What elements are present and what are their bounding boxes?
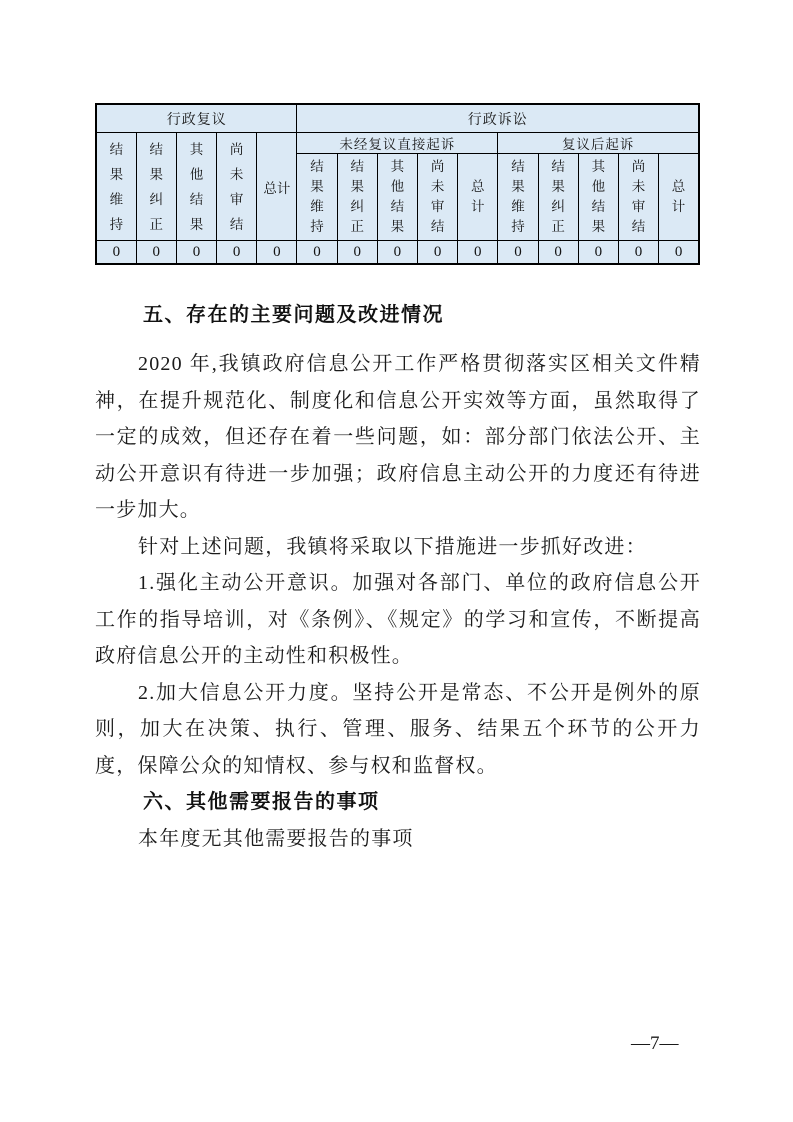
subheader-direct-suit: 未经复议直接起诉 <box>297 133 498 154</box>
col-review-other-result: 其他结果 <box>176 133 216 241</box>
value-cell: 0 <box>538 241 578 265</box>
paragraph: 2.加大信息公开力度。坚持公开是常态、不公开是例外的原则，加大在决策、执行、管理、服务、结果五个环节的公开力度，保障公众的知情权、参与权和监督权。 <box>95 681 701 777</box>
value-cell: 0 <box>458 241 498 265</box>
admin-review-litigation-table <box>95 103 700 265</box>
value-cell: 0 <box>136 241 176 265</box>
value-cell: 0 <box>337 241 377 265</box>
col-review-total: 总计 <box>257 133 297 241</box>
value-cell: 0 <box>377 241 417 265</box>
paragraph: 针对上述问题，我镇将采取以下措施进一步抓好改进： <box>138 535 647 558</box>
value-cell: 0 <box>659 241 699 265</box>
paragraph: 1.强化主动公开意识。加强对各部门、单位的政府信息公开工作的指导培训，对《条例》、《规定》的学习和宣传，不断提高政府信息公开的主动性和积极性。 <box>95 572 701 667</box>
value-cell: 0 <box>618 241 658 265</box>
document-body <box>95 300 701 857</box>
subheader-suit-after-review: 复议后起诉 <box>498 133 699 154</box>
col-review-pending: 尚未审结 <box>217 133 257 241</box>
col-after-result-upheld: 结果维持 <box>498 154 538 241</box>
table-values-row <box>96 241 699 265</box>
value-cell: 0 <box>498 241 538 265</box>
value-cell: 0 <box>418 241 458 265</box>
col-after-other-result: 其他结果 <box>578 154 618 241</box>
paragraph: 2020 年,我镇政府信息公开工作严格贯彻落实区相关文件精神，在提升规范化、制度化和信息公开实效等方面，虽然取得了一定的成效，但还存在着一些问题，如：部分部门依法公开、主动公开意识有待进一步加强；政府信息主动公开的力度还有待进一步加大。 <box>95 353 701 521</box>
col-direct-other-result: 其他结果 <box>377 154 417 241</box>
col-after-total: 总计 <box>659 154 699 241</box>
value-cell: 0 <box>257 241 297 265</box>
section-heading-problems-improvements: 五、存在的主要问题及改进情况 <box>143 304 444 326</box>
header-administrative-review: 行政复议 <box>96 104 297 133</box>
col-direct-total: 总计 <box>458 154 498 241</box>
col-direct-result-corrected: 结果纠正 <box>337 154 377 241</box>
col-after-pending: 尚未审结 <box>618 154 658 241</box>
value-cell: 0 <box>176 241 216 265</box>
paragraph: 本年度无其他需要报告的事项 <box>138 827 414 850</box>
col-direct-result-upheld: 结果维持 <box>297 154 337 241</box>
value-cell: 0 <box>96 241 136 265</box>
col-after-result-corrected: 结果纠正 <box>538 154 578 241</box>
section-heading-other-matters: 六、其他需要报告的事项 <box>143 791 380 813</box>
statistics-table-wrapper <box>95 103 701 265</box>
col-review-result-corrected: 结果纠正 <box>136 133 176 241</box>
header-administrative-litigation: 行政诉讼 <box>297 104 699 133</box>
col-review-result-upheld: 结果维持 <box>96 133 136 241</box>
value-cell: 0 <box>217 241 257 265</box>
col-direct-pending: 尚未审结 <box>418 154 458 241</box>
page-number: —7— <box>631 1033 679 1054</box>
value-cell: 0 <box>297 241 337 265</box>
value-cell: 0 <box>578 241 618 265</box>
